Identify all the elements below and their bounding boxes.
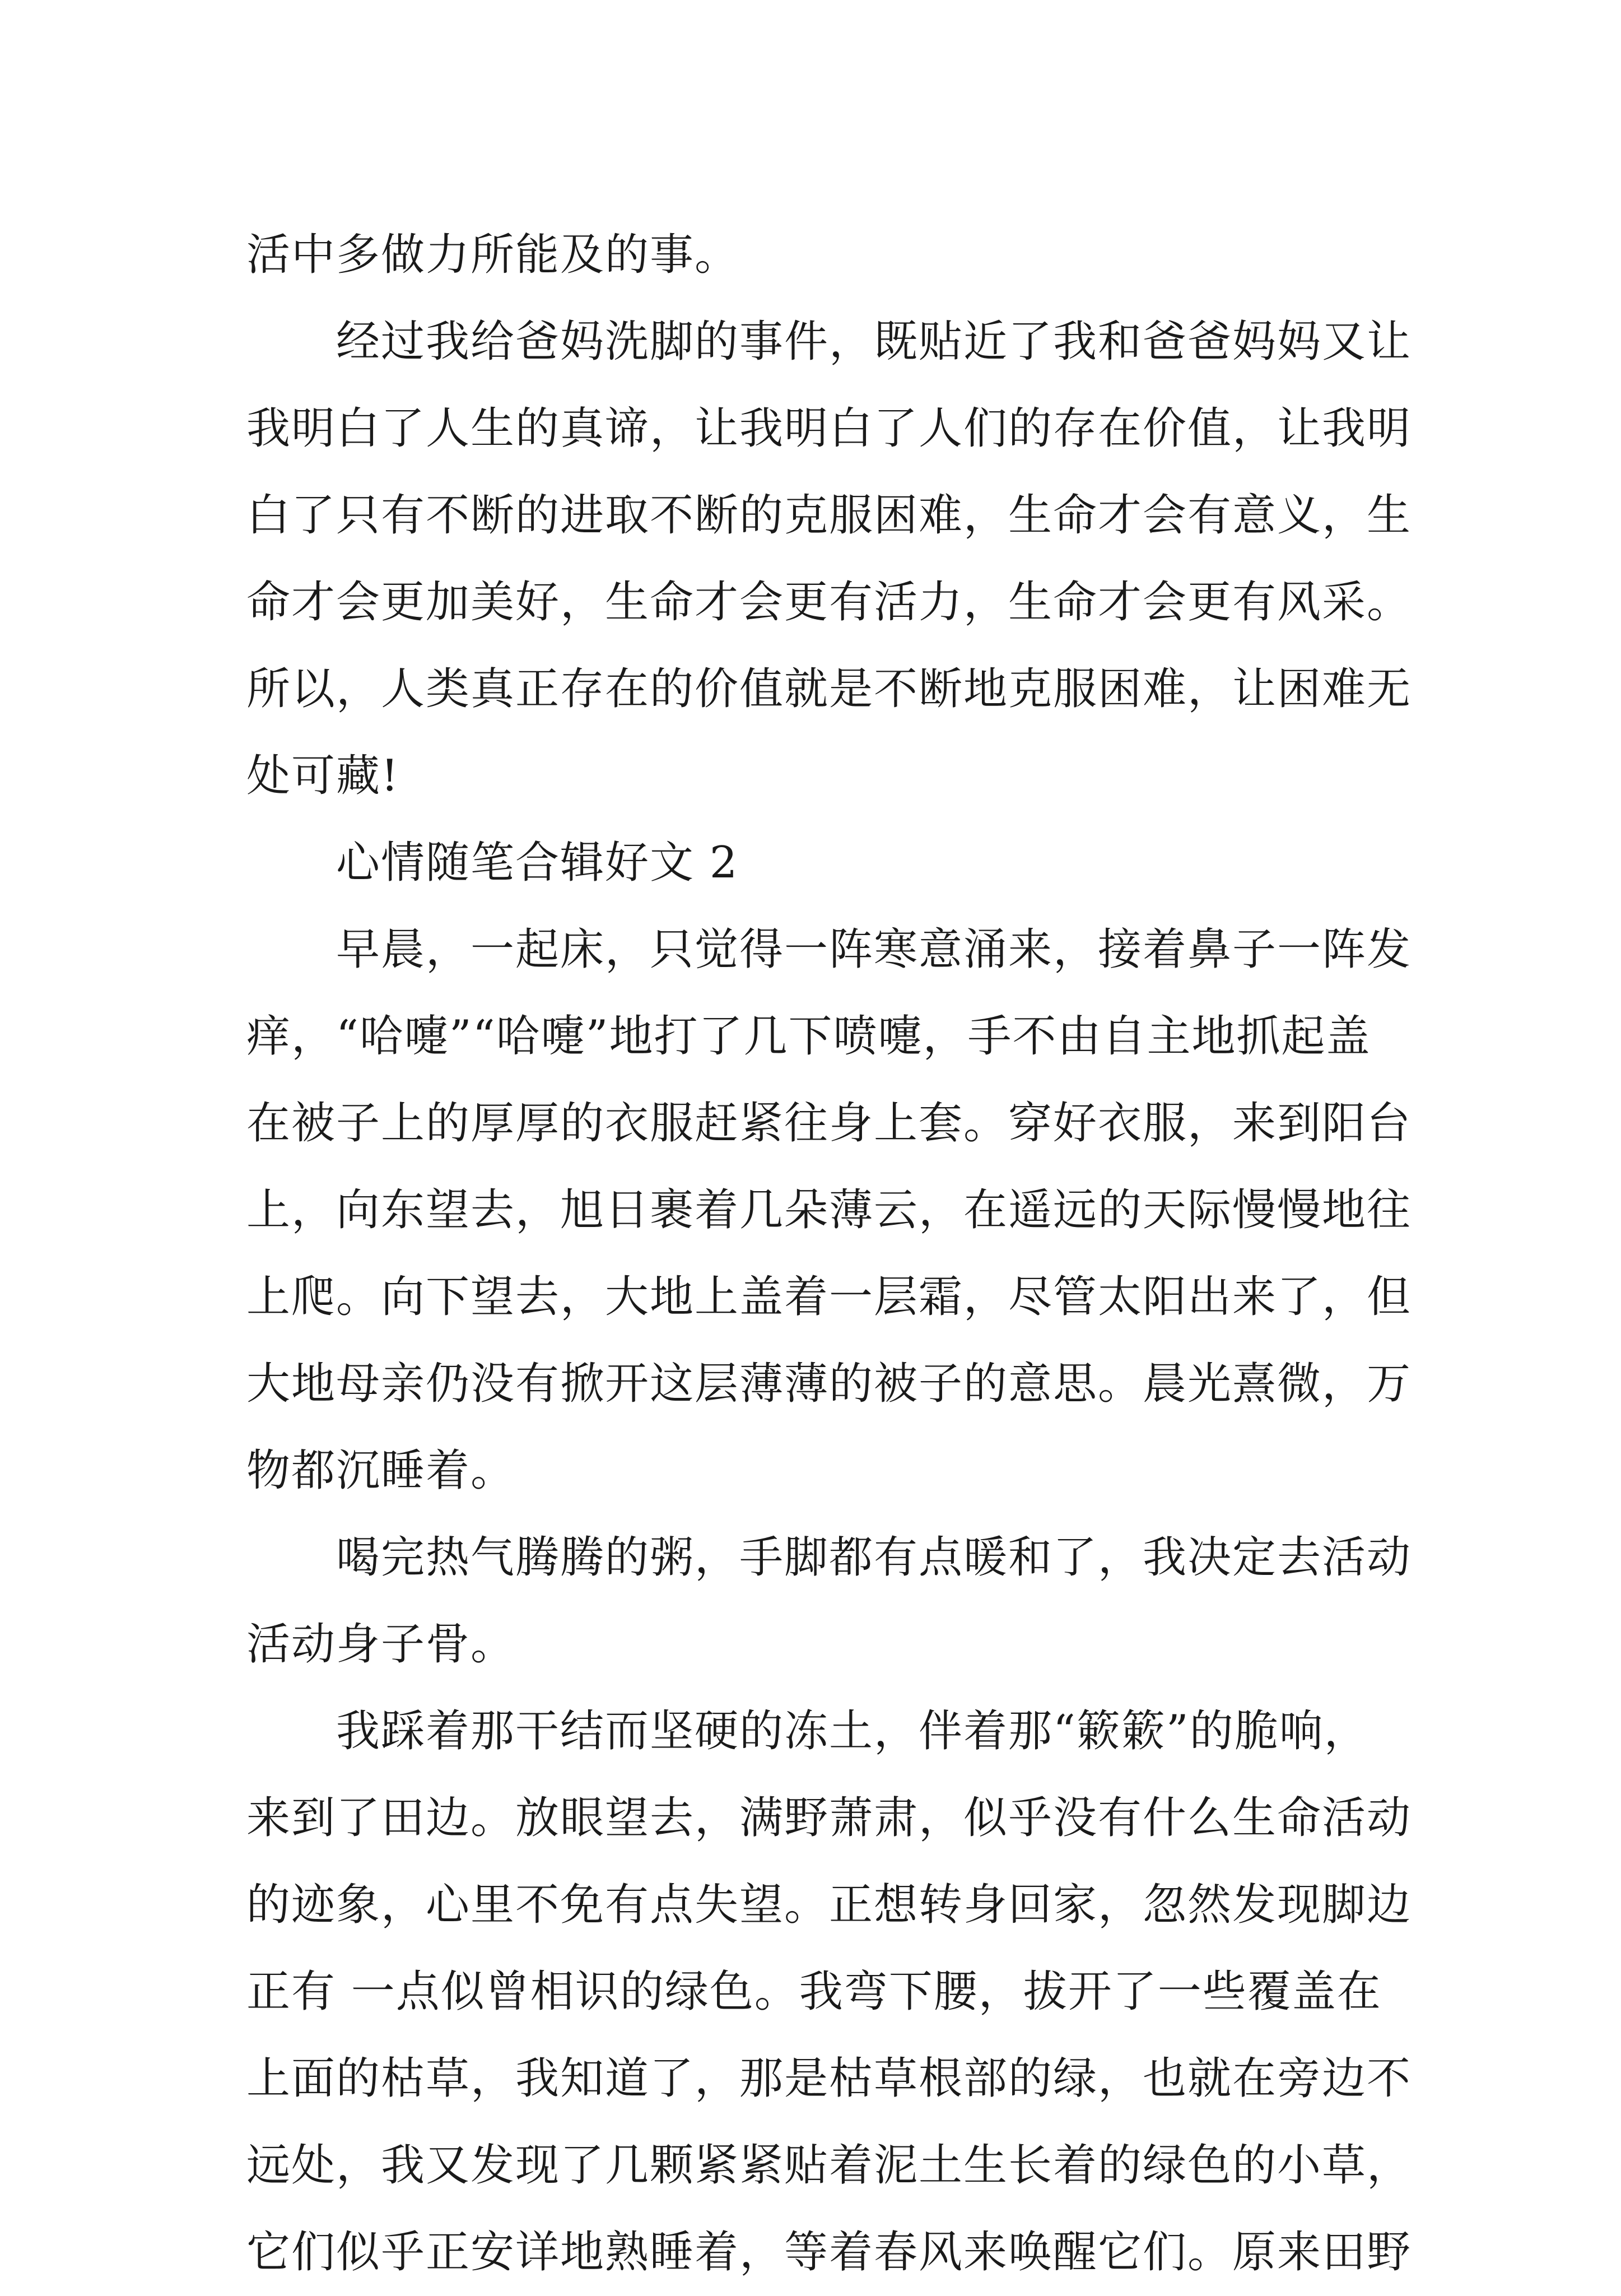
text-line: 物都沉睡着。 [246, 1446, 516, 1496]
text-line: 早晨，一起床，只觉得一阵寒意涌来，接着鼻子一阵发 [336, 924, 1412, 975]
text-line: 命才会更加美好，生命才会更有活力，生命才会更有风采。 [246, 577, 1412, 628]
text-line: 痒，“哈嚏”“哈嚏”地打了几下喷嚏，手不由自主地抓起盖 [246, 1011, 1371, 1062]
text-line: 喝完热气腾腾的粥，手脚都有点暖和了，我决定去活动 [336, 1532, 1412, 1583]
text-line: 经过我给爸妈洗脚的事件，既贴近了我和爸爸妈妈又让 [336, 317, 1412, 367]
text-line: 活中多做力所能及的事。 [246, 230, 740, 280]
text-line: 它们似乎正安详地熟睡着，等着春风来唤醒它们。原来田野 [246, 2227, 1412, 2278]
text-line: 我踩着那干结而坚硬的冻土，伴着那“簌簌”的脆响， [336, 1706, 1369, 1756]
section-heading: 心情随笔合辑好文 2 [336, 838, 739, 888]
text-line: 活动身子骨。 [246, 1619, 516, 1670]
text-line: 上爬。向下望去，大地上盖着一层霜，尽管太阳出来了，但 [246, 1272, 1412, 1322]
text-line: 远处，我又发现了几颗紧紧贴着泥土生长着的绿色的小草， [246, 2140, 1412, 2191]
text-line: 大地母亲仍没有掀开这层薄薄的被子的意思。晨光熹微，万 [246, 1359, 1412, 1409]
document-body [246, 212, 1412, 2296]
text-line: 上面的枯草，我知道了，那是枯草根部的绿，也就在旁边不 [246, 2053, 1412, 2104]
text-line: 来到了田边。放眼望去，满野萧肃，似乎没有什么生命活动 [246, 1793, 1412, 1843]
text-line: 处可藏! [246, 751, 400, 801]
text-line: 我明白了人生的真谛，让我明白了人们的存在价值，让我明 [246, 403, 1412, 454]
text-line: 上，向东望去，旭日裹着几朵薄云，在遥远的天际慢慢地往 [246, 1185, 1412, 1235]
text-line: 正有 一点似曾相识的绿色。我弯下腰，拔开了一些覆盖在 [246, 1967, 1382, 2017]
text-line: 在被子上的厚厚的衣服赶紧往身上套。穿好衣服，来到阳台 [246, 1098, 1412, 1149]
text-line: 的迹象，心里不免有点失望。正想转身回家，忽然发现脚边 [246, 1880, 1412, 1930]
text-line: 所以，人类真正存在的价值就是不断地克服困难，让困难无 [246, 664, 1412, 714]
text-line: 白了只有不断的进取不断的克服困难，生命才会有意义，生 [246, 490, 1412, 541]
